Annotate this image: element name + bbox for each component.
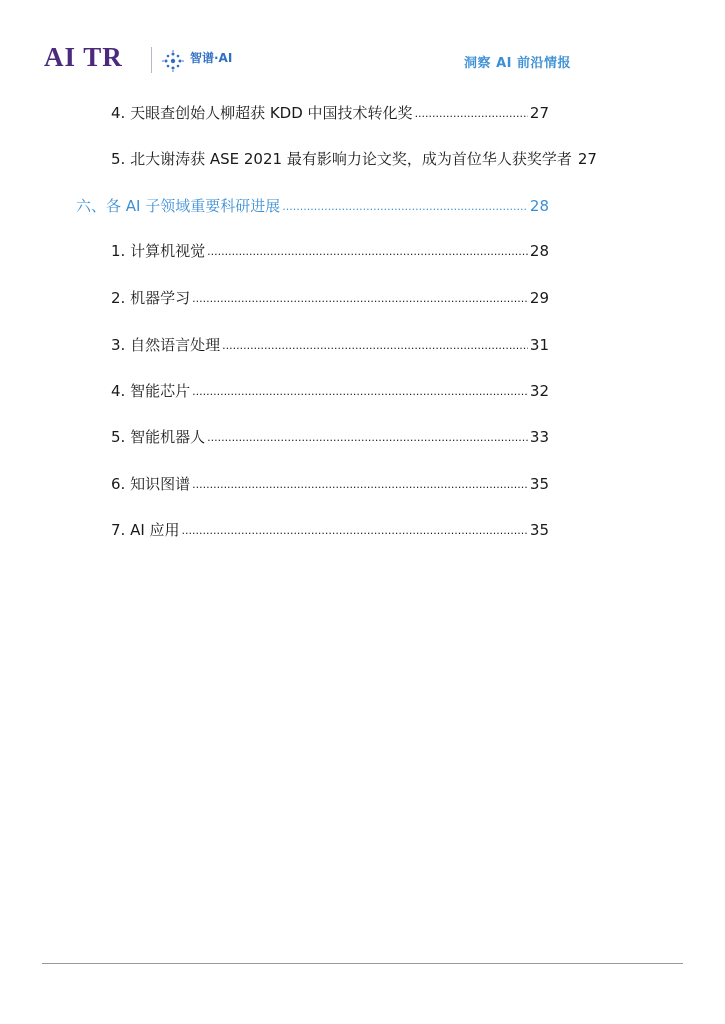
toc-section-page: 28 (529, 197, 549, 215)
toc-entry[interactable] (111, 427, 549, 449)
toc-section-entry[interactable] (76, 196, 549, 218)
toc-entry-page: 29 (529, 289, 549, 307)
header-tagline: 洞察 AI 前沿情报 (464, 56, 571, 71)
aitr-logo: AI TR (44, 42, 123, 72)
toc-leader-dots (182, 519, 528, 541)
toc-entry-page: 33 (529, 428, 549, 446)
toc-entry-label: 2. 机器学习 (111, 289, 191, 307)
toc-entry[interactable] (111, 381, 549, 403)
toc-entry-label: 5. 智能机器人 (111, 428, 206, 446)
toc-entry-page: 35 (529, 475, 549, 493)
toc-leader-dots (222, 334, 528, 356)
zhipu-logo-text: 智谱·AI (190, 51, 233, 65)
toc-entry-label: 5. 北大谢涛获 ASE 2021 最有影响力论文奖，成为首位华人获奖学者 (111, 150, 572, 168)
logo-divider (151, 47, 152, 73)
zhipu-logo-icon (162, 50, 184, 72)
toc-leader-dots (207, 426, 528, 448)
toc-entry-label: 1. 计算机视觉 (111, 242, 206, 260)
toc-entry[interactable] (111, 474, 549, 496)
toc-leader-dots (192, 473, 528, 495)
page-header (0, 0, 725, 90)
toc-entry-page: 32 (529, 382, 549, 400)
toc-entry-label: 3. 自然语言处理 (111, 336, 221, 354)
toc-entry-label: 4. 智能芯片 (111, 382, 191, 400)
toc-entry-page: 28 (529, 242, 549, 260)
toc-entry[interactable] (111, 520, 549, 542)
toc-entry[interactable] (111, 149, 656, 169)
footer-divider (42, 963, 683, 964)
toc-entry-page: 31 (529, 336, 549, 354)
toc-entry-page: 35 (529, 521, 549, 539)
toc-section-label: 六、各 AI 子领域重要科研进展 (76, 197, 281, 215)
toc-entry[interactable] (111, 288, 549, 310)
toc-entry[interactable] (111, 103, 549, 125)
toc-leader-dots (415, 102, 528, 124)
toc-entry-page: 27 (577, 150, 597, 168)
toc-leader-dots (192, 380, 528, 402)
toc-entry-page: 27 (529, 104, 549, 122)
toc-leader-dots (192, 287, 528, 309)
toc-leader-dots (207, 240, 528, 262)
toc-entry[interactable] (111, 241, 549, 263)
toc-entry-label: 6. 知识图谱 (111, 475, 191, 493)
toc-leader-dots (282, 195, 528, 217)
toc-entry-label: 4. 天眼查创始人柳超获 KDD 中国技术转化奖 (111, 104, 413, 122)
toc-entry[interactable] (111, 335, 549, 357)
toc-entry-label: 7. AI 应用 (111, 521, 180, 539)
